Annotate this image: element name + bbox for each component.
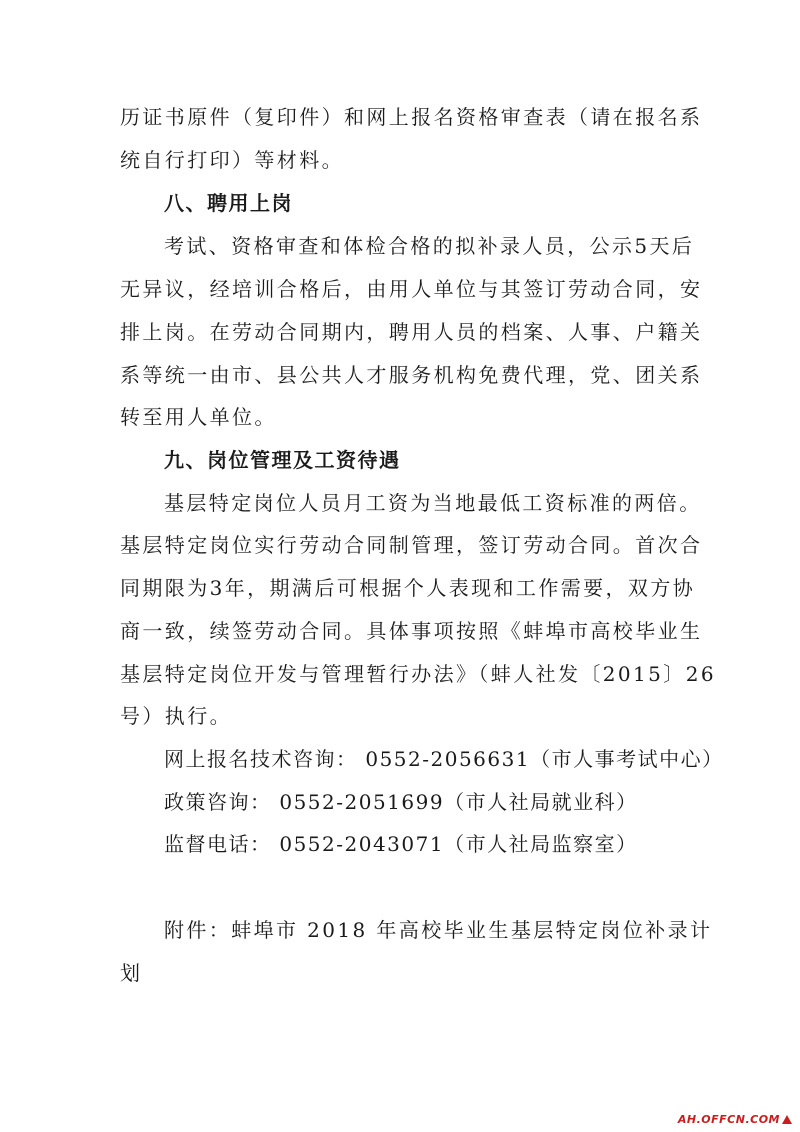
contact-tech-support: 网上报名技术咨询： 0552-2056631（市人事考试中心） — [164, 747, 724, 771]
attachment-line: 附件：蚌埠市 2018 年高校毕业生基层特定岗位补录计 — [164, 918, 713, 942]
section-heading-8: 八、聘用上岗 — [164, 191, 293, 215]
paragraph-line: 排上岗。在劳动合同期内，聘用人员的档案、人事、户籍关 — [120, 320, 703, 344]
paragraph-line: 统自行打印）等材料。 — [120, 148, 344, 172]
paragraph-line: 商一致，续签劳动合同。具体事项按照《蚌埠市高校毕业生 — [120, 619, 703, 643]
paragraph-line: 考试、资格审查和体检合格的拟补录人员，公示5天后 — [164, 234, 695, 258]
watermark-text: AH.OFFCN.COM — [677, 1113, 780, 1126]
paragraph-line: 基层特定岗位实行劳动合同制管理，签订劳动合同。首次合 — [120, 533, 703, 557]
site-watermark — [678, 1113, 792, 1126]
paragraph-line: 转至用人单位。 — [120, 405, 277, 429]
paragraph-line: 历证书原件（复印件）和网上报名资格审查表（请在报名系 — [120, 105, 703, 129]
warning-triangle-icon — [782, 1115, 792, 1124]
paragraph-line: 基层特定岗位开发与管理暂行办法》（蚌人社发〔2015〕26 — [120, 662, 716, 686]
paragraph-line: 无异议，经培训合格后，由用人单位与其签订劳动合同，安 — [120, 277, 703, 301]
section-heading-9: 九、岗位管理及工资待遇 — [164, 448, 401, 472]
paragraph-line: 系等统一由市、县公共人才服务机构免费代理，党、团关系 — [120, 363, 703, 387]
contact-supervision: 监督电话： 0552-2043071（市人社局监察室） — [164, 832, 638, 856]
contact-policy: 政策咨询： 0552-2051699（市人社局就业科） — [164, 790, 638, 814]
attachment-line: 划 — [120, 961, 143, 985]
paragraph-line: 基层特定岗位人员月工资为当地最低工资标准的两倍。 — [164, 491, 702, 515]
paragraph-line: 号）执行。 — [120, 704, 232, 728]
paragraph-line: 同期限为3年，期满后可根据个人表现和工作需要，双方协 — [120, 576, 696, 600]
